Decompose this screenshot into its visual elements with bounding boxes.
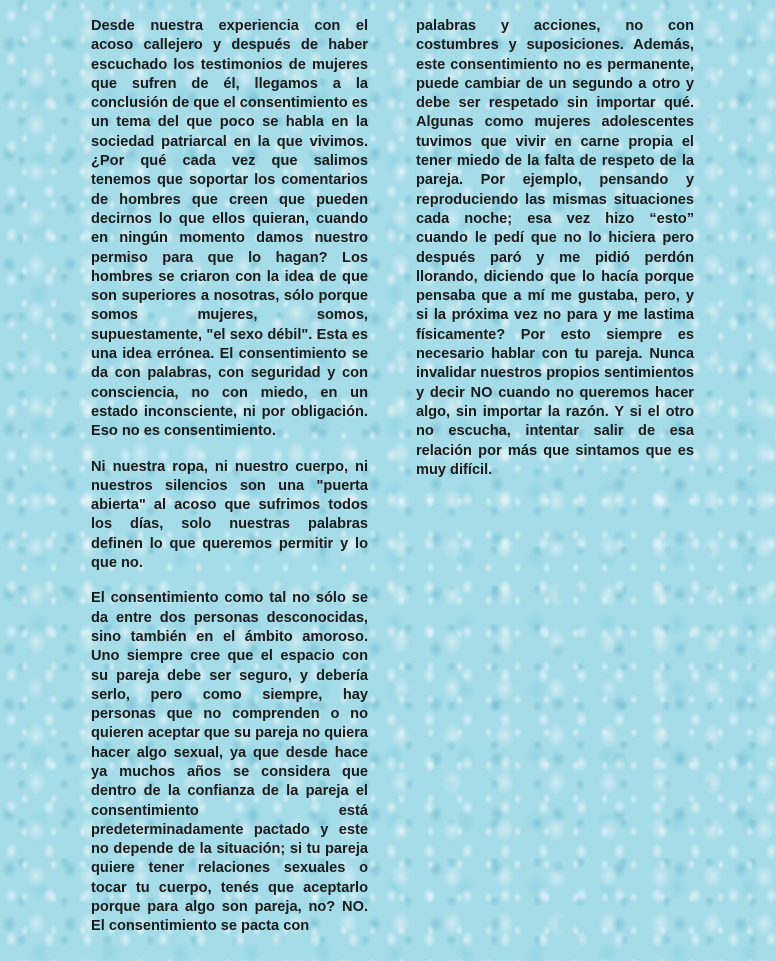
left-text-column bbox=[91, 17, 368, 953]
paragraph-consent-continued: palabras y acciones, no con costumbres y suposiciones. Además, este consentimiento no es permanente, puede cambiar de un segundo a otro y debe ser respetado sin importar qué. Algunas como mujeres adolescentes tuvimos que vivir en carne propia el tener miedo de la falta de respeto de la pareja. Por ejemplo, pensando y reproduciendo las mismas situaciones cada noche; esa vez hizo “esto” cuando le pedí que no lo hiciera pero después paró y me pidió perdón llorando, diciendo que lo hacía porque pensaba que a mí me gustaba, pero, y si la próxima vez no para y me lastima físicamente? Por esto siempre es necesario hablar con tu pareja. Nunca invalidar nuestros propios sentimientos y decir NO cuando no queremos hacer algo, sin importar la razón. Y si el otro no escucha, intentar salir de esa relación por más que sintamos que es muy difícil. bbox=[416, 18, 694, 478]
paragraph-romantic-consent: El consentimiento como tal no sólo se da entre dos personas desconocidas, sino también en el ámbito amoroso. Uno siempre cree que el espacio con su pareja debe ser seguro, y debería serlo, pero como siempre, hay personas que no comprenden o no quieren aceptar que su pareja no quiera hacer algo sexual, ya que desde hace ya muchos años se considera que dentro de la confianza de la pareja el consentimiento está predeterminadamente pactado y este no depende de la situación; si tu pareja quiere tener relaciones sexuales o tocar tu cuerpo, tenés que aceptarlo porque para algo son pareja, no? NO. El consentimiento se pacta con bbox=[91, 590, 368, 935]
right-text-column bbox=[416, 17, 694, 496]
paragraph-consent-intro: Desde nuestra experiencia con el acoso callejero y después de haber escuchado los testimonios de mujeres que sufren de él, llegamos a la conclusión de que el consentimiento es un tema del que poco se habla en la sociedad patriarcal en la que vivimos. ¿Por qué cada vez que salimos tenemos que soportar los comentarios de hombres que creen que pueden decirnos lo que ellos quieran, cuando en ningún momento damos nuestro permiso para que lo hagan? Los hombres se criaron con la idea de que son superiores a nosotras, sólo porque somos mujeres, somos, supuestamente, "el sexo débil". Esta es una idea errónea. El consentimiento se da con palabras, con seguridad y con consciencia, no con miedo, en un estado inconsciente, ni por obligación. Eso no es consentimiento. bbox=[91, 18, 368, 440]
paragraph-clothes-body: Ni nuestra ropa, ni nuestro cuerpo, ni nuestros silencios son una "puerta abierta" al acoso que sufrimos todos los días, solo nuestras palabras definen lo que queremos permitir y lo que no. bbox=[91, 458, 368, 572]
